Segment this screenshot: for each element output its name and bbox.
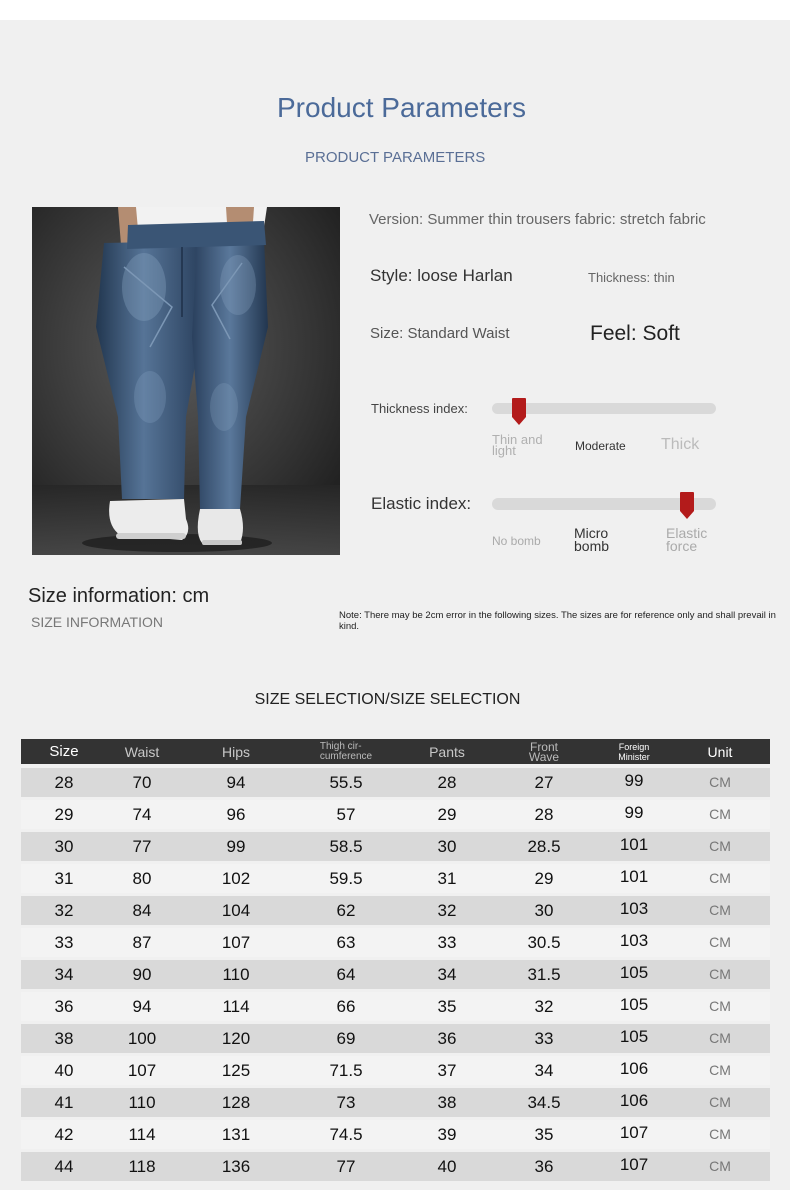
cell-pants: 30 xyxy=(437,837,457,856)
cell-unit: CM xyxy=(709,1062,731,1078)
cell-front-wave: 28.5 xyxy=(527,837,561,856)
cell-front-wave: 30 xyxy=(534,901,554,920)
header-front-wave: Front Wave xyxy=(528,739,560,764)
table-row xyxy=(21,960,770,989)
size-note: Note: There may be 2cm error in the following sizes. The sizes are for reference only and shall prevail in kind. xyxy=(339,610,776,632)
cell-unit: CM xyxy=(709,1158,731,1174)
table-row xyxy=(21,1120,770,1149)
elastic-index-track xyxy=(492,498,716,510)
cell-size: 31 xyxy=(54,869,74,888)
cell-front-wave: 34.5 xyxy=(527,1093,561,1112)
cell-hips: 131 xyxy=(221,1125,251,1144)
cell-size: 42 xyxy=(54,1125,74,1144)
cell-waist: 74 xyxy=(132,805,152,824)
size-selection-title: SIZE SELECTION/SIZE SELECTION xyxy=(254,691,521,708)
cell-foreign-minister: 105 xyxy=(619,1027,649,1046)
cell-thigh: 55.5 xyxy=(329,773,363,792)
cell-waist: 77 xyxy=(132,837,152,856)
table-row xyxy=(21,928,770,957)
header-hips: Hips xyxy=(221,743,250,760)
cell-unit: CM xyxy=(709,966,731,982)
size-info-subtitle: SIZE INFORMATION xyxy=(31,614,163,630)
cell-waist: 107 xyxy=(127,1061,157,1080)
elastic-option-force: Elastic force xyxy=(666,525,708,554)
cell-size: 34 xyxy=(54,965,74,984)
cell-unit: CM xyxy=(709,934,731,950)
cell-waist: 84 xyxy=(132,901,152,920)
cell-waist: 94 xyxy=(132,997,152,1016)
cell-front-wave: 27 xyxy=(534,773,554,792)
cell-size: 44 xyxy=(54,1157,74,1176)
cell-size: 40 xyxy=(54,1061,74,1080)
cell-waist: 118 xyxy=(128,1157,156,1176)
cell-waist: 100 xyxy=(127,1029,157,1048)
cell-thigh: 69 xyxy=(336,1029,356,1048)
thickness-text: Thickness: thin xyxy=(588,270,675,285)
cell-pants: 39 xyxy=(437,1125,457,1144)
cell-hips: 114 xyxy=(222,997,250,1016)
cell-thigh: 71.5 xyxy=(329,1061,363,1080)
elastic-option-none: No bomb xyxy=(492,534,541,548)
table-row xyxy=(21,1088,770,1117)
table-row xyxy=(21,768,770,797)
page-subtitle: PRODUCT PARAMETERS xyxy=(305,149,486,166)
cell-unit: CM xyxy=(709,806,731,822)
cell-thigh: 62 xyxy=(336,901,356,920)
table-row xyxy=(21,1056,770,1085)
cell-foreign-minister: 107 xyxy=(619,1123,649,1142)
thickness-option-thin: Thin and light xyxy=(492,432,543,458)
cell-foreign-minister: 106 xyxy=(619,1059,649,1078)
cell-thigh: 66 xyxy=(336,997,356,1016)
product-photo-jeans xyxy=(32,207,340,555)
cell-hips: 96 xyxy=(226,805,246,824)
feel-text: Feel: Soft xyxy=(590,322,680,345)
cell-thigh: 74.5 xyxy=(329,1125,363,1144)
cell-front-wave: 30.5 xyxy=(527,933,561,952)
elastic-index-label: Elastic index: xyxy=(371,494,472,513)
size-text: Size: Standard Waist xyxy=(370,325,510,342)
table-row xyxy=(21,864,770,893)
cell-hips: 102 xyxy=(221,869,251,888)
cell-hips: 107 xyxy=(221,933,251,952)
cell-unit: CM xyxy=(709,1030,731,1046)
cell-foreign-minister: 103 xyxy=(619,899,649,918)
table-row xyxy=(21,832,770,861)
cell-foreign-minister: 106 xyxy=(619,1091,649,1110)
cell-size: 29 xyxy=(54,805,74,824)
style-text: Style: loose Harlan xyxy=(370,266,513,285)
cell-unit: CM xyxy=(709,870,731,886)
cell-waist: 70 xyxy=(132,773,152,792)
cell-foreign-minister: 99 xyxy=(624,771,644,790)
thickness-option-moderate: Moderate xyxy=(575,439,626,453)
cell-front-wave: 35 xyxy=(534,1125,554,1144)
cell-unit: CM xyxy=(709,1126,731,1142)
size-table-header xyxy=(21,739,770,764)
cell-hips: 110 xyxy=(222,965,250,984)
cell-pants: 37 xyxy=(437,1061,457,1080)
cell-front-wave: 31.5 xyxy=(527,965,561,984)
cell-size: 33 xyxy=(54,933,74,952)
cell-hips: 104 xyxy=(221,901,251,920)
cell-foreign-minister: 105 xyxy=(619,963,649,982)
cell-waist: 90 xyxy=(132,965,152,984)
cell-front-wave: 29 xyxy=(534,869,554,888)
cell-foreign-minister: 101 xyxy=(619,867,649,886)
cell-hips: 136 xyxy=(221,1157,251,1176)
cell-foreign-minister: 103 xyxy=(619,931,649,950)
cell-waist: 110 xyxy=(128,1093,156,1112)
thickness-option-thick: Thick xyxy=(661,436,700,453)
cell-thigh: 59.5 xyxy=(329,869,363,888)
cell-thigh: 63 xyxy=(336,933,356,952)
cell-pants: 40 xyxy=(437,1157,457,1176)
cell-unit: CM xyxy=(709,902,731,918)
cell-pants: 36 xyxy=(437,1029,457,1048)
table-row xyxy=(21,992,770,1021)
cell-front-wave: 32 xyxy=(534,997,554,1016)
header-size: Size xyxy=(49,743,79,760)
header-unit: Unit xyxy=(707,743,733,760)
cell-foreign-minister: 101 xyxy=(619,835,649,854)
cell-size: 30 xyxy=(54,837,74,856)
cell-thigh: 77 xyxy=(336,1157,356,1176)
cell-hips: 128 xyxy=(221,1093,251,1112)
cell-thigh: 57 xyxy=(336,805,356,824)
jeans-model-illustration xyxy=(32,207,340,555)
cell-pants: 32 xyxy=(437,901,457,920)
cell-pants: 31 xyxy=(437,869,457,888)
cell-size: 41 xyxy=(54,1093,74,1112)
header-foreign-minister: Foreign Minister xyxy=(618,741,650,762)
header-pants: Pants xyxy=(429,743,465,760)
cell-unit: CM xyxy=(709,1094,731,1110)
cell-hips: 94 xyxy=(226,773,246,792)
thickness-index-track xyxy=(492,403,716,414)
table-row xyxy=(21,1152,770,1181)
cell-foreign-minister: 107 xyxy=(619,1155,649,1174)
page-title: Product Parameters xyxy=(277,92,526,123)
thickness-index-marker xyxy=(512,398,526,425)
table-row xyxy=(21,896,770,925)
cell-waist: 80 xyxy=(132,869,152,888)
cell-thigh: 58.5 xyxy=(329,837,363,856)
header-waist: Waist xyxy=(124,743,160,760)
cell-size: 28 xyxy=(54,773,74,792)
cell-size: 38 xyxy=(54,1029,74,1048)
table-row xyxy=(21,800,770,829)
size-info-title: Size information: cm xyxy=(28,585,210,607)
thickness-index-label: Thickness index: xyxy=(371,401,468,416)
elastic-option-micro: Micro bomb xyxy=(574,525,610,554)
cell-foreign-minister: 99 xyxy=(624,803,644,822)
cell-pants: 33 xyxy=(437,933,457,952)
cell-unit: CM xyxy=(709,774,731,790)
version-text: Version: Summer thin trousers fabric: stretch fabric xyxy=(369,211,706,228)
cell-size: 32 xyxy=(54,901,74,920)
cell-hips: 120 xyxy=(221,1029,251,1048)
cell-front-wave: 28 xyxy=(534,805,554,824)
cell-foreign-minister: 105 xyxy=(619,995,649,1014)
cell-pants: 35 xyxy=(437,997,457,1016)
cell-front-wave: 34 xyxy=(534,1061,554,1080)
cell-waist: 87 xyxy=(132,933,152,952)
cell-pants: 38 xyxy=(437,1093,457,1112)
cell-pants: 29 xyxy=(437,805,457,824)
cell-unit: CM xyxy=(709,838,731,854)
top-strip xyxy=(0,0,790,20)
cell-size: 36 xyxy=(54,997,74,1016)
cell-pants: 34 xyxy=(437,965,457,984)
header-thigh: Thigh cir- cumference xyxy=(319,740,373,762)
cell-front-wave: 36 xyxy=(534,1157,554,1176)
cell-unit: CM xyxy=(709,998,731,1014)
cell-hips: 125 xyxy=(221,1061,251,1080)
cell-front-wave: 33 xyxy=(534,1029,554,1048)
cell-hips: 99 xyxy=(226,837,246,856)
cell-thigh: 73 xyxy=(336,1093,356,1112)
cell-waist: 114 xyxy=(128,1125,156,1144)
cell-thigh: 64 xyxy=(336,965,356,984)
cell-pants: 28 xyxy=(437,773,457,792)
size-table xyxy=(21,739,770,1182)
elastic-index-marker xyxy=(680,492,694,519)
table-row xyxy=(21,1024,770,1053)
